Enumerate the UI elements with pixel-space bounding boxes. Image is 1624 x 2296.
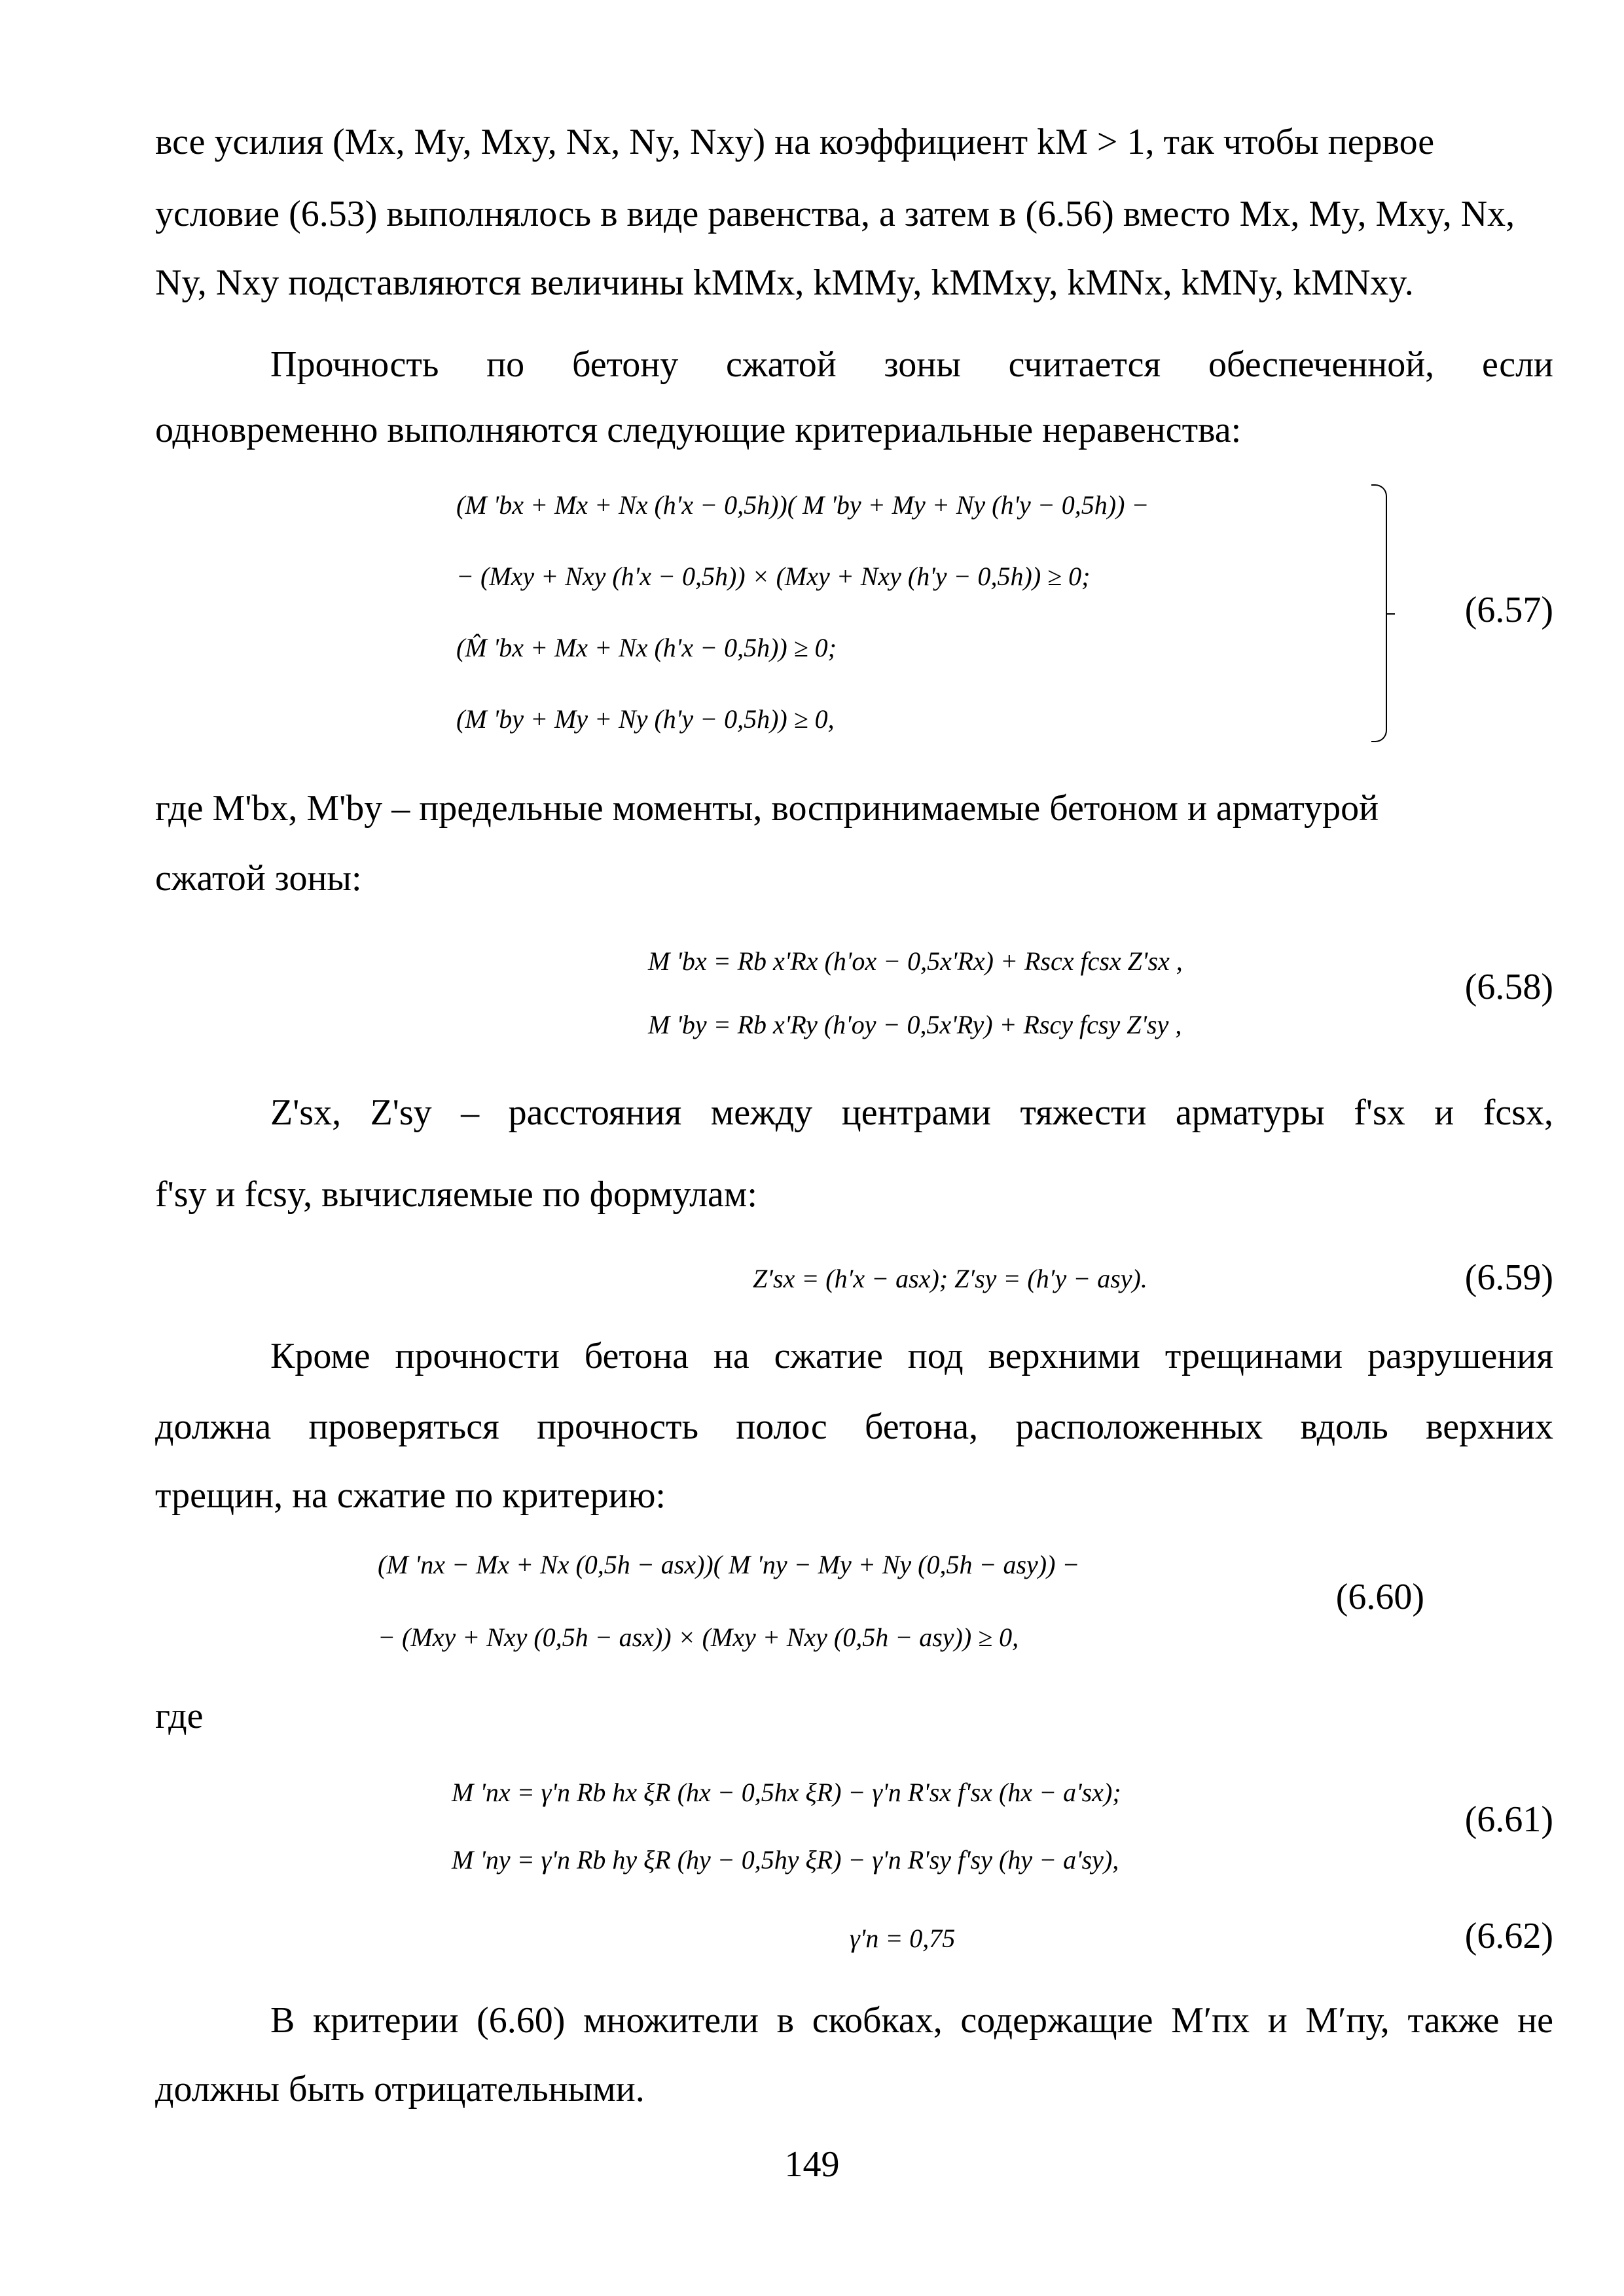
para-final-line2: должны быть отрицательными. <box>155 2069 645 2109</box>
para-final-line1: В критерии (6.60) множители в скобках, содержащие M′пх и M′пу, также не <box>270 2000 1553 2041</box>
para-strength-line1: Прочность по бетону сжатой зоны считается обеспеченной, если <box>270 344 1553 385</box>
eq-6-61-number: (6.61) <box>1464 1799 1553 1840</box>
eq-6-57-line1: (M 'bx + Mx + Nx (h'x − 0,5h))( M 'by + My + Ny (h'y − 0,5h)) − <box>456 490 1149 520</box>
eq-6-57-number: (6.57) <box>1464 590 1553 630</box>
eq-6-57-line4: (M 'by + My + Ny (h'y − 0,5h)) ≥ 0, <box>456 704 835 734</box>
eq-6-61-line1: M 'пх = γ'п Rb hx ξR (hx − 0,5hx ξR) − γ'п R'sx f'sx (hx − a'sx); <box>452 1778 1121 1807</box>
eq-6-59-line: Z′sx = (h′x − asx); Z′sy = (h′y − asy). <box>753 1264 1147 1293</box>
para-strength-line2: одновременно выполняются следующие критериальные неравенства: <box>155 410 1242 450</box>
para-intro-line3: Ny, Nxy подставляются величины kMMx, kMMy, kMMxy, kMNx, kMNy, kMNxy. <box>155 262 1414 303</box>
para-z-line2: f'sy и fcsy, вычисляемые по формулам: <box>155 1174 757 1215</box>
eq-6-62-number: (6.62) <box>1464 1916 1553 1956</box>
para-crack-line2: должна проверяться прочность полос бетона, расположенных вдоль верхних <box>155 1407 1553 1447</box>
para-where1-line2: сжатой зоны: <box>155 858 362 899</box>
eq-6-61-line2: M 'пу = γ'п Rb hy ξR (hy − 0,5hy ξR) − γ'п R'sy f'sy (hy − a'sy), <box>452 1845 1119 1874</box>
para-intro-line2: условие (6.53) выполнялось в виде равенства, а затем в (6.56) вместо Mx, My, Mxy, Nx, <box>155 194 1515 234</box>
page-number: 149 <box>784 2144 840 2185</box>
eq-6-60-number: (6.60) <box>1335 1577 1424 1617</box>
para-intro-line1: все усилия (Mx, My, Mxy, Nx, Ny, Nxy) на коэффициент kM > 1, так чтобы первое <box>155 122 1435 162</box>
eq-6-59-number: (6.59) <box>1464 1257 1553 1298</box>
para-where2: где <box>155 1696 204 1736</box>
eq-6-58-line2: M 'by = Rb x'Ry (h'oy − 0,5x'Ry) + Rscy fcsy Z'sy , <box>648 1010 1182 1039</box>
eq-6-57-line2: − (Mxy + Nxy (h'x − 0,5h)) × (Mxy + Nxy (h'y − 0,5h)) ≥ 0; <box>456 562 1091 591</box>
eq-6-60-line2: − (Mxy + Nxy (0,5h − asx)) × (Mxy + Nxy (0,5h − asy)) ≥ 0, <box>378 1623 1019 1652</box>
para-where1-line1: где M'bx, M'by – предельные моменты, воспринимаемые бетоном и арматурой <box>155 788 1379 829</box>
eq-6-60-line1: (M 'пх − Mx + Nx (0,5h − asx))( M 'пу − My + Ny (0,5h − asy)) − <box>378 1550 1080 1579</box>
eq-6-62-line: γ'п = 0,75 <box>850 1924 956 1953</box>
para-crack-line1: Кроме прочности бетона на сжатие под верхними трещинами разрушения <box>270 1336 1553 1376</box>
eq-6-58-number: (6.58) <box>1464 967 1553 1007</box>
eq-6-57-line3: (M̂ 'bx + Mx + Nx (h'x − 0,5h)) ≥ 0; <box>456 633 837 662</box>
eq-6-57-brace <box>1371 484 1387 742</box>
para-z-line1: Z'sx, Z'sy – расстояния между центрами тяжести арматуры f'sx и fcsx, <box>270 1092 1554 1133</box>
para-crack-line3: трещин, на сжатие по критерию: <box>155 1475 666 1516</box>
eq-6-58-line1: M 'bx = Rb x'Rx (h'ox − 0,5x'Rx) + Rscx fcsx Z'sx , <box>648 946 1183 976</box>
